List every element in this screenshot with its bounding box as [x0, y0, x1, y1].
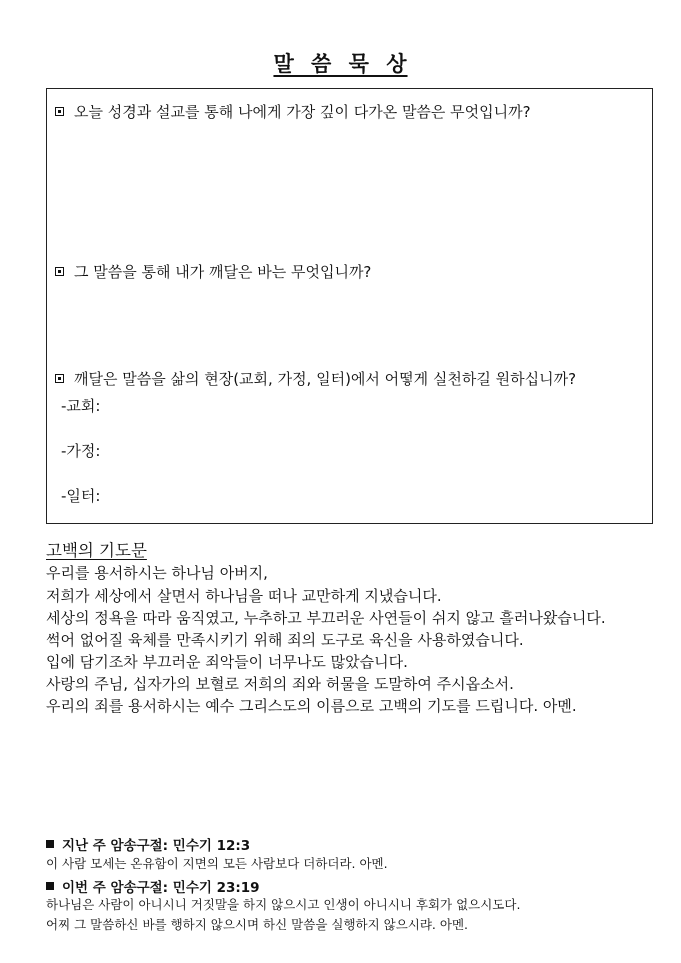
question-2 [55, 261, 371, 282]
page-title [0, 48, 681, 78]
checkbox-bullet-icon [55, 374, 64, 383]
checkbox-bullet-icon [55, 107, 64, 116]
prayer-line: 입에 담기조차 부끄러운 죄악들이 너무나도 많았습니다. [46, 653, 408, 671]
confession-title: 고백의 기도문 [46, 541, 147, 560]
prayer-line: 사랑의 주님, 십자가의 보혈로 저희의 죄와 허물을 도말하여 주시옵소서. [46, 675, 514, 693]
prayer-line: 저희가 세상에서 살면서 하나님을 떠나 교만하게 지냈습니다. [46, 587, 442, 605]
this-week-verse-text-1: 하나님은 사람이 아니시니 거짓말을 하지 않으시고 인생이 아니시니 후회가 없으시도다. [46, 897, 521, 912]
prayer-line: 우리를 용서하시는 하나님 아버지, [46, 564, 268, 582]
home-field-label: -가정: [61, 442, 101, 460]
question-1 [55, 101, 531, 122]
question-2-text: 그 말씀을 통해 내가 깨달은 바는 무엇입니까? [74, 263, 372, 281]
prayer-line: 세상의 정욕을 따라 움직였고, 누추하고 부끄러운 사연들이 쉬지 않고 흘러나왔습니다. [46, 609, 606, 627]
prayer-line: 썩어 없어질 육체를 만족시키기 위해 죄의 도구로 육신을 사용하였습니다. [46, 631, 524, 649]
last-week-verse-text: 이 사람 모세는 온유함이 지면의 모든 사람보다 더하더라. 아멘. [46, 856, 388, 871]
last-week-verse-label: 지난 주 암송구절: 민수기 12:3 [62, 838, 251, 854]
question-3 [55, 368, 576, 389]
question-1-text: 오늘 성경과 설교를 통해 나에게 가장 깊이 다가온 말씀은 무엇입니까? [74, 103, 531, 121]
checkbox-bullet-icon [55, 267, 64, 276]
work-field-label: -일터: [61, 487, 101, 505]
this-week-verse-heading [46, 876, 260, 896]
this-week-verse-text-2: 어찌 그 말씀하신 바를 행하지 않으시며 하신 말씀을 실행하지 않으시랴. 아멘. [46, 917, 469, 932]
question-3-text: 깨달은 말씀을 삶의 현장(교회, 가정, 일터)에서 어떻게 실천하길 원하십니까? [74, 370, 577, 388]
church-field-label: -교회: [61, 397, 101, 415]
page-title-text: 말 씀 묵 상 [273, 52, 408, 76]
square-bullet-icon [46, 840, 54, 848]
prayer-line: 우리의 죄를 용서하시는 예수 그리스도의 이름으로 고백의 기도를 드립니다. 아멘. [46, 697, 577, 715]
this-week-verse-label: 이번 주 암송구절: 민수기 23:19 [62, 880, 260, 896]
meditation-box [46, 88, 653, 524]
last-week-verse-heading [46, 834, 250, 854]
square-bullet-icon [46, 882, 54, 890]
